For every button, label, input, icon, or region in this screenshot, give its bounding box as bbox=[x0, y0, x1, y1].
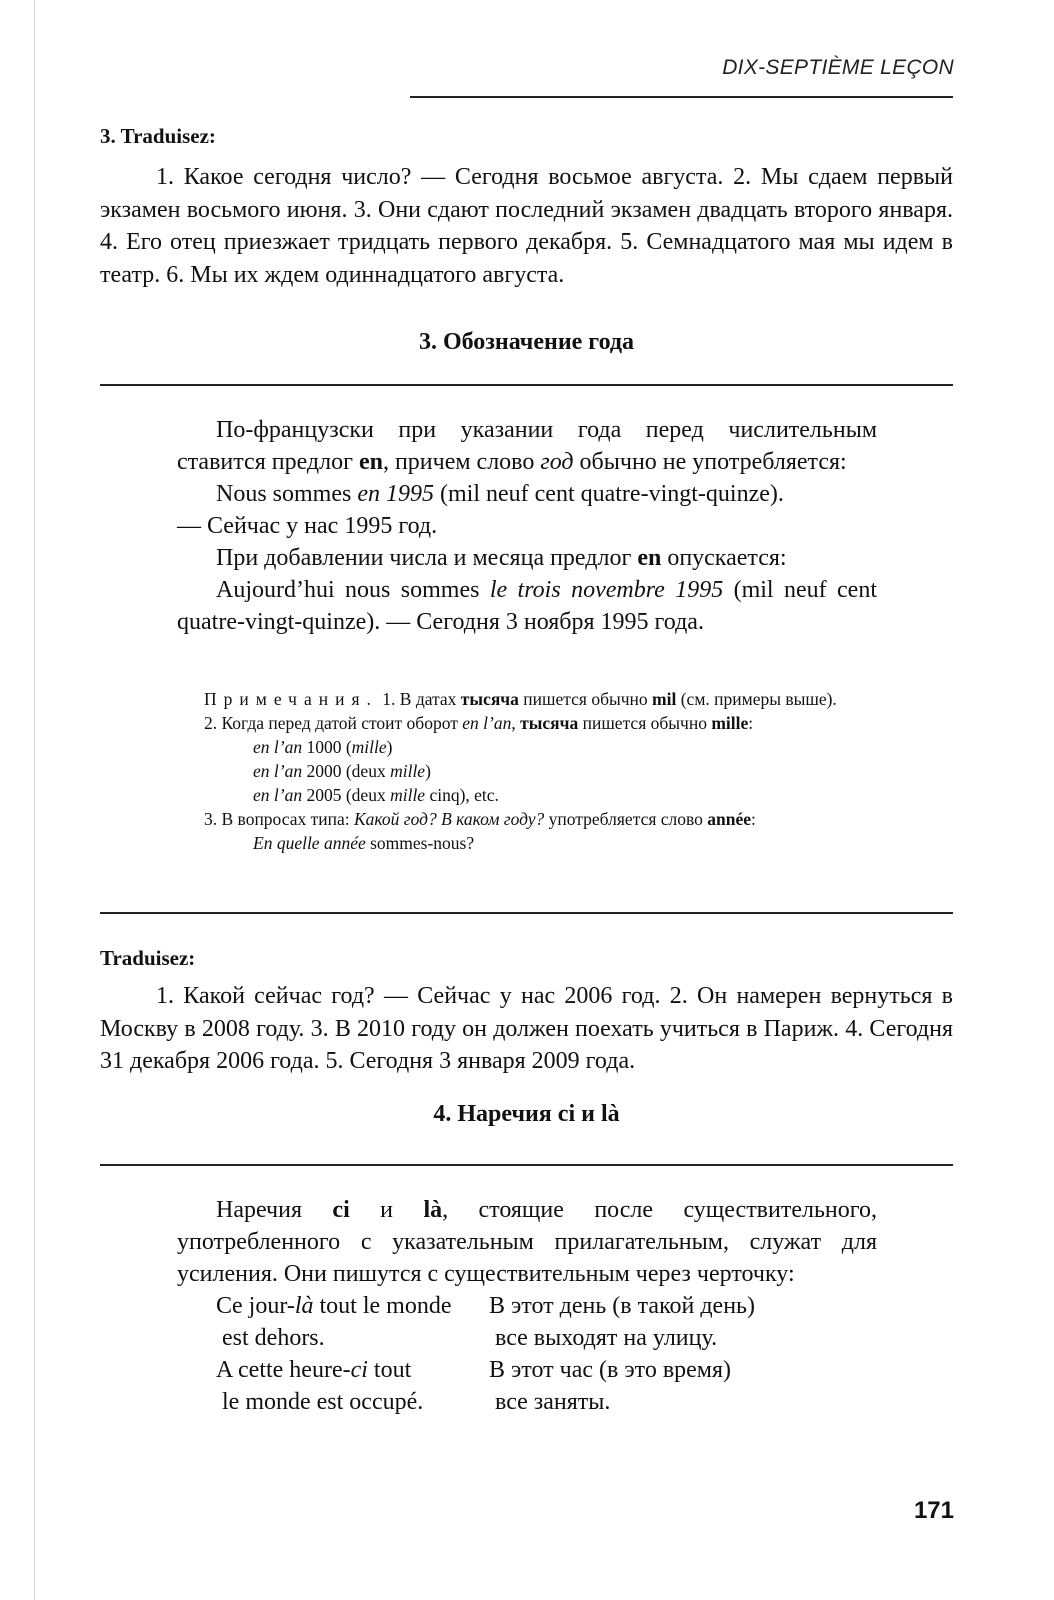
example-pair-1-cont bbox=[177, 1322, 877, 1354]
example-2-russian: В этот час (в это время) bbox=[489, 1357, 732, 1383]
section-3-body bbox=[177, 414, 877, 638]
note-3-example: En quelle année sommes-nous? bbox=[253, 833, 475, 853]
section-3-example-1-translation: — Сейчас у нас 1995 год. bbox=[177, 513, 438, 539]
exercise-4-title: Traduisez: bbox=[100, 946, 196, 970]
note-3: 3. В вопросах типа: Какой год? В каком году? употребляется слово année: bbox=[204, 809, 756, 829]
example-pair-1 bbox=[177, 1290, 877, 1322]
section-3-bottom-rule bbox=[100, 912, 953, 914]
section-4-top-rule bbox=[100, 1164, 953, 1166]
section-4-paragraph: Наречия ci и là, стоящие после существительного, употребленного с указательным прилагательным, служат для усиления. Они пишутся с существительным через черточку: bbox=[177, 1197, 878, 1287]
example-1-french: Ce jour-là tout le monde bbox=[216, 1293, 452, 1319]
exercise-4-text: 1. Какой сейчас год? — Сейчас у нас 2006 год. 2. Он намерен вернуться в Москву в 2008 году. 3. В 2010 году он должен поехать учиться в Париж. 4. Сегодня 31 декабря 2006 года. 5. Сегодня 3 января 2009 года. bbox=[100, 983, 953, 1074]
note-2-example-1: en l’an 1000 (mille) bbox=[253, 737, 393, 757]
page-number: 171 bbox=[913, 1497, 954, 1524]
example-pair-2-cont bbox=[177, 1386, 877, 1418]
section-3-notes bbox=[177, 687, 877, 855]
section-3-example-2: Aujourd’hui nous sommes le trois novembre 1995 (mil neuf cent quatre-vingt-quinze). — Сегодня 3 ноября 1995 года. bbox=[177, 577, 877, 635]
example-2-french: A cette heure-ci tout bbox=[216, 1357, 412, 1383]
example-1-russian: В этот день (в такой день) bbox=[489, 1293, 755, 1319]
example-2-russian-cont: все заняты. bbox=[495, 1389, 611, 1415]
running-header: DIX-SEPTIÈME LEÇON bbox=[722, 56, 954, 79]
section-3-paragraph-1: По-французски при указании года перед числительным ставится предлог en, причем слово год обычно не употребляется: bbox=[177, 417, 877, 475]
note-2: 2. Когда перед датой стоит оборот en l’an, тысяча пишется обычно mille: bbox=[204, 713, 754, 733]
section-3-example-1: Nous sommes en 1995 (mil neuf cent quatre-vingt-quinze). bbox=[216, 481, 784, 507]
scan-edge-line bbox=[34, 0, 35, 1600]
example-1-french-cont: est dehors. bbox=[222, 1325, 325, 1351]
header-rule bbox=[410, 96, 953, 98]
section-3-paragraph-2: При добавлении числа и месяца предлог en опускается: bbox=[216, 545, 787, 571]
section-3-title: 3. Обозначение года bbox=[418, 329, 635, 355]
example-2-french-cont: le monde est occupé. bbox=[222, 1389, 424, 1415]
note-2-example-3: en l’an 2005 (deux mille cinq), etc. bbox=[253, 785, 499, 805]
note-1: Примечания. 1. В датах тысяча пишется обычно mil (см. примеры выше). bbox=[204, 689, 837, 709]
notes-label: Примечания. bbox=[204, 689, 378, 709]
section-4-body bbox=[177, 1194, 877, 1418]
exercise-3-title: 3. Traduisez: bbox=[100, 124, 216, 148]
example-1-russian-cont: все выходят на улицу. bbox=[495, 1325, 718, 1351]
section-3-top-rule bbox=[100, 384, 953, 386]
exercise-3-text: 1. Какое сегодня число? — Сегодня восьмое августа. 2. Мы сдаем первый экзамен восьмого июня. 3. Они сдают последний экзамен двадцать второго января. 4. Его отец приезжает тридцать первого декабря. 5. Семнадцатого мая мы идем в театр. 6. Мы их ждем одиннадцатого августа. bbox=[100, 164, 953, 288]
example-pair-2 bbox=[177, 1354, 877, 1386]
note-2-example-2: en l’an 2000 (deux mille) bbox=[253, 761, 431, 781]
section-4-title: 4. Наречия ci и là bbox=[433, 1101, 620, 1127]
